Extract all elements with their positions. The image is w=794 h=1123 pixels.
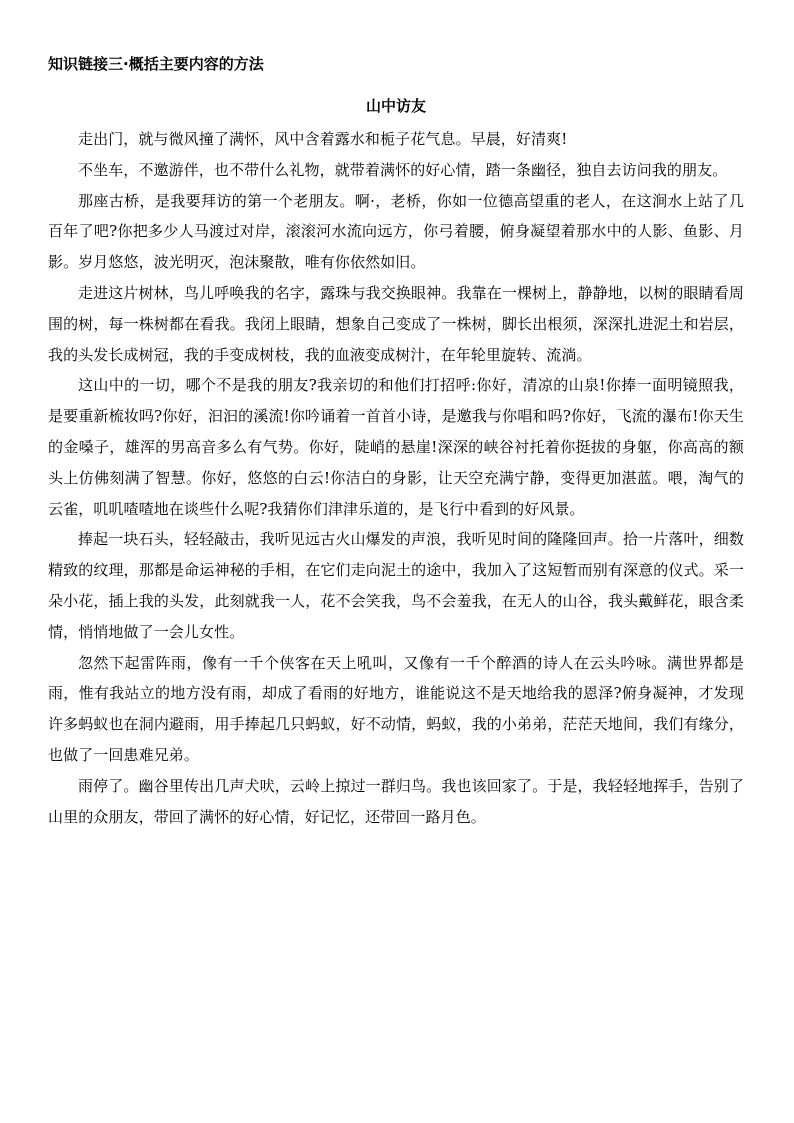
document-page [48, 52, 744, 832]
paragraph: 那座古桥，是我要拜访的第一个老朋友。啊·，老桥，你如一位德高望重的老人，在这涧水上站了几百年了吧?你把多少人马渡过对岸，滚滚河水流向远方，你弓着腰，俯身凝望着那水中的人影、鱼影、月影。岁月悠悠，波光明灭，泡沫聚散，唯有你依然如旧。 [48, 191, 744, 272]
section-heading: 知识链接三·概括主要内容的方法 [48, 55, 264, 73]
article-title: 山中访友 [365, 97, 426, 115]
paragraph: 这山中的一切，哪个不是我的朋友?我亲切的和他们打招呼:你好，清凉的山泉!你捧一面明镜照我，是要重新梳妆吗?你好，汩汩的溪流!你吟诵着一首首小诗，是邀我与你唱和吗?你好，飞流的瀑布!你天生的金嗓子，雄浑的男高音多么有气势。你好，陡峭的悬崖!深深的峡谷衬托着你挺拔的身躯，你高高的额头上仿佛刻满了智慧。你好，悠悠的白云!你洁白的身影，让天空充满宁静，变得更加湛蓝。喂，淘气的云雀，叽叽喳喳地在谈些什么呢?我猜你们津津乐道的，是飞行中看到的好风景。 [48, 376, 744, 518]
paragraph: 走出门，就与微风撞了满怀，风中含着露水和栀子花气息。早晨，好清爽! [78, 130, 568, 148]
article-body [48, 124, 744, 832]
paragraph: 走进这片树林，鸟儿呼唤我的名字，露珠与我交换眼神。我靠在一棵树上，静静地，以树的眼睛看周围的树，每一株树都在看我。我闭上眼睛，想象自己变成了一株树，脚长出根须，深深扎进泥土和岩层，我的头发长成树冠，我的手变成树枝，我的血液变成树汁，在年轮里旋转、流淌。 [48, 283, 744, 364]
paragraph: 不坐车，不邀游伴，也不带什么礼物，就带着满怀的好心情，踏一条幽径，独自去访问我的朋友。 [78, 160, 728, 179]
paragraph: 忽然下起雷阵雨，像有一千个侠客在天上吼叫，又像有一千个醉酒的诗人在云头吟咏。满世界都是雨，惟有我站立的地方没有雨，却成了看雨的好地方，谁能说这不是天地给我的恩泽?俯身凝神，才发现许多蚂蚁也在洞内避雨，用手捧起几只蚂蚁，好不动情，蚂蚁，我的小弟弟，茫茫天地间，我们有缘分，也做了一回患难兄弟。 [48, 653, 744, 764]
paragraph: 雨停了。幽谷里传出几声犬吠，云岭上掠过一群归鸟。我也该回家了。于是，我轻轻地挥手，告别了山里的众朋友，带回了满怀的好心情，好记忆，还带回一路月色。 [48, 776, 744, 826]
paragraph: 捧起一块石头，轻轻敲击，我听见远古火山爆发的声浪，我听见时间的隆隆回声。拾一片落叶，细数精致的纹理，那都是命运神秘的手相，在它们走向泥土的途中，我加入了这短暂而别有深意的仪式。采一朵小花，插上我的头发，此刻就我一人，花不会笑我，鸟不会羞我，在无人的山谷，我头戴鲜花，眼含柔情，悄悄地做了一会儿女性。 [48, 530, 744, 641]
